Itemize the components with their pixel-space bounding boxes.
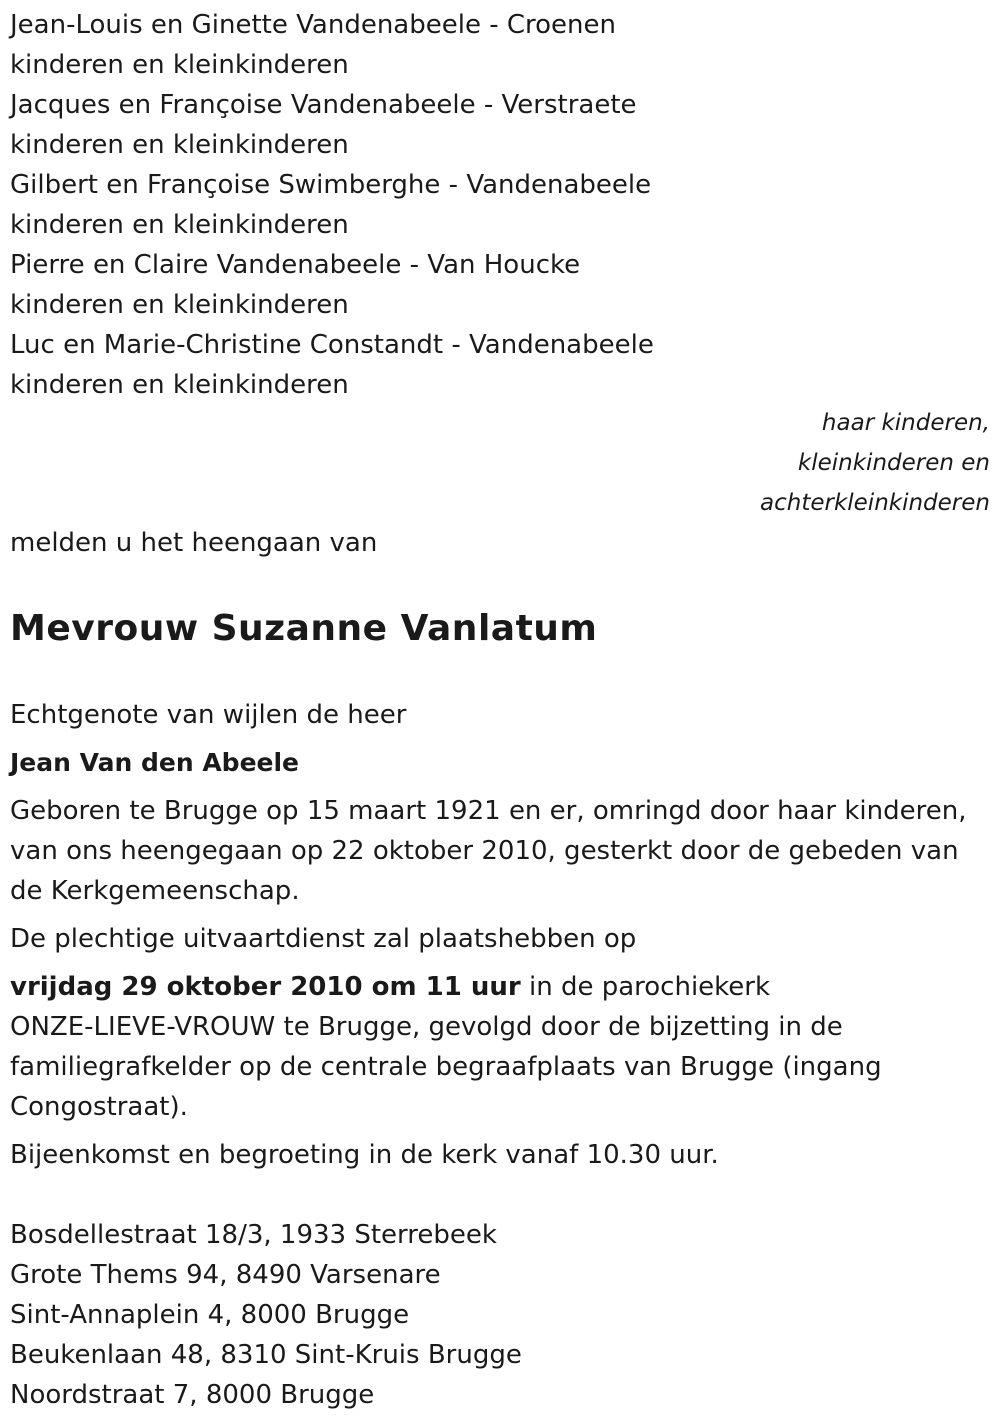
gathering <box>10 1135 990 1175</box>
address: Grote Thems 94, 8490 Varsenare <box>10 1260 441 1290</box>
signoff-line: kleinkinderen en <box>797 450 990 476</box>
address: Bosdellestraat 18/3, 1933 Sterrebeek <box>10 1220 497 1250</box>
birth-death-line: Geboren te Brugge op 15 maart 1921 en er, omringd door haar kinderen, <box>10 796 967 826</box>
funeral-details <box>10 967 990 1127</box>
signoff-line: haar kinderen, <box>821 410 990 436</box>
birth-death-paragraph <box>10 791 990 911</box>
funeral-line: familiegrafkelder op de centrale begraafplaats van Brugge (ingang <box>10 1052 882 1082</box>
funeral-location-start: in de parochiekerk <box>520 972 771 1002</box>
birth-death-line: de Kerkgemeenschap. <box>10 876 300 906</box>
address: Noordstraat 7, 8000 Brugge <box>10 1380 375 1410</box>
funeral-line: ONZE-LIEVE-VROUW te Brugge, gevolgd door de bijzetting in de <box>10 1012 843 1042</box>
birth-death-line: van ons heengegaan op 22 oktober 2010, gesterkt door de gebeden van <box>10 836 959 866</box>
family-couple: Jean-Louis en Ginette Vandenabeele - Croenen <box>10 10 616 40</box>
funeral-datetime-line <box>10 967 990 1007</box>
family-descendants: kinderen en kleinkinderen <box>10 370 349 400</box>
family-couple: Jacques en Françoise Vandenabeele - Verstraete <box>10 90 637 120</box>
address: Beukenlaan 48, 8310 Sint-Kruis Brugge <box>10 1340 522 1370</box>
family-couple: Pierre en Claire Vandenabeele - Van Houcke <box>10 250 581 280</box>
spouse-intro: Echtgenote van wijlen de heer <box>10 700 407 730</box>
family-couple: Luc en Marie-Christine Constandt - Vandenabeele <box>10 330 654 360</box>
funeral-intro <box>10 919 990 959</box>
deceased-name: Mevrouw Suzanne Vanlatum <box>10 608 598 649</box>
signoff-line: achterkleinkinderen <box>760 490 990 516</box>
family-descendants: kinderen en kleinkinderen <box>10 210 349 240</box>
announcement: melden u het heengaan van <box>10 528 378 558</box>
family-list <box>10 0 990 405</box>
funeral-intro-line: De plechtige uitvaartdienst zal plaatshebben op <box>10 924 637 954</box>
spouse-name: Jean Van den Abeele <box>10 748 300 777</box>
family-descendants: kinderen en kleinkinderen <box>10 130 349 160</box>
funeral-datetime: vrijdag 29 oktober 2010 om 11 uur <box>10 972 521 1002</box>
signoff-block <box>10 403 990 523</box>
family-descendants: kinderen en kleinkinderen <box>10 50 349 80</box>
address: Sint-Annaplein 4, 8000 Brugge <box>10 1300 410 1330</box>
funeral-line: Congostraat). <box>10 1092 188 1122</box>
family-descendants: kinderen en kleinkinderen <box>10 290 349 320</box>
family-couple: Gilbert en Françoise Swimberghe - Vandenabeele <box>10 170 652 200</box>
gathering-line: Bijeenkomst en begroeting in de kerk vanaf 10.30 uur. <box>10 1140 719 1170</box>
address-list <box>10 1215 990 1415</box>
